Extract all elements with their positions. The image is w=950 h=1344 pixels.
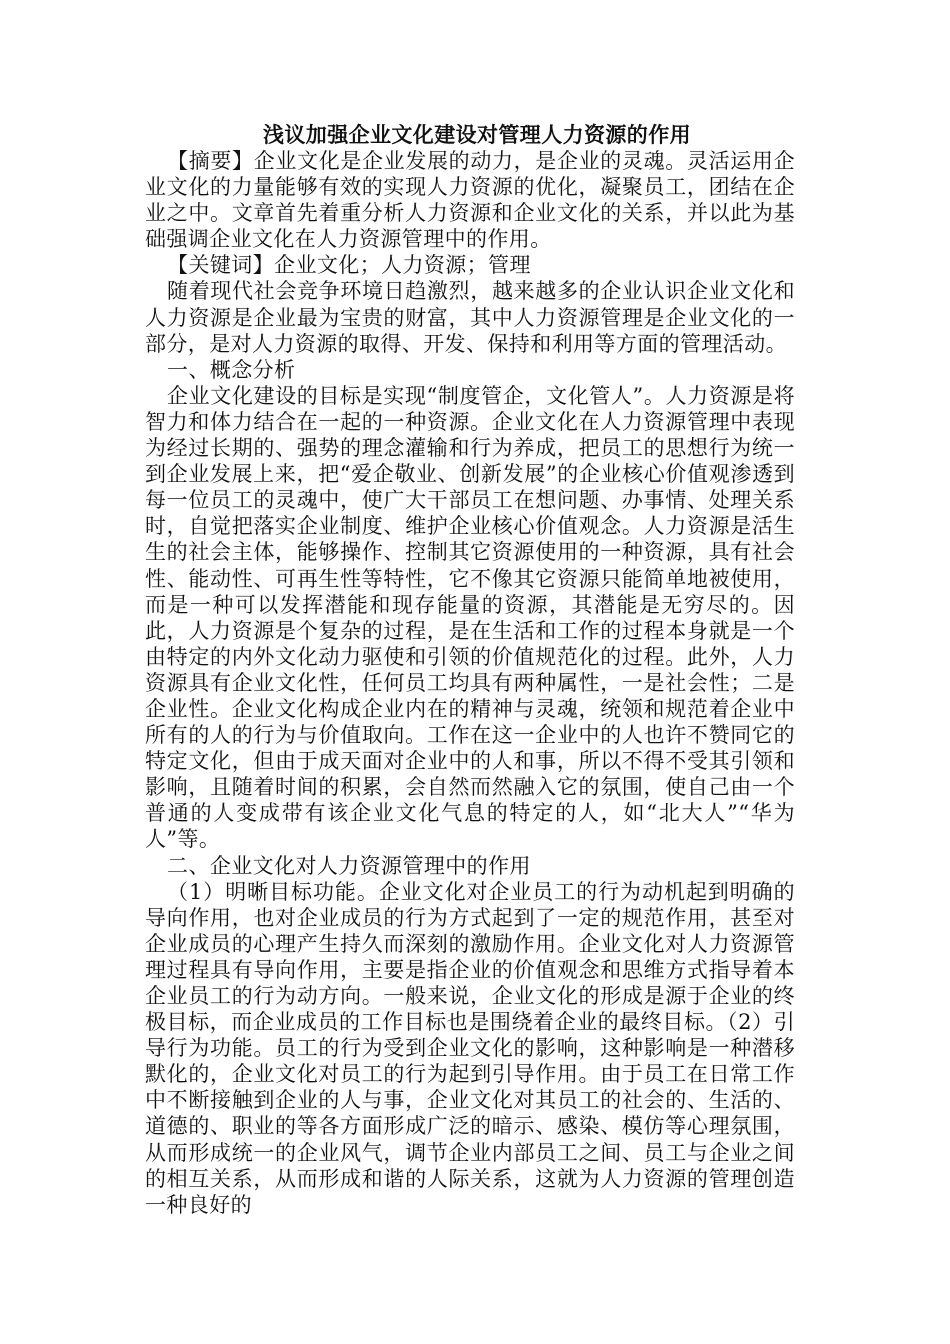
- section1-paragraph: 企业文化建设的目标是实现“制度管企，文化管人”。人力资源是将智力和体力结合在一起的一种资源。企业文化在人力资源管理中表现为经过长期的、强势的理念灌输和行为养成，把员工的思想行为统一到企业发展上来，把“爱企敬业、创新发展”的企业核心价值观渗透到每一位员工的灵魂中，使广大干部员工在想问题、办事情、处理关系时，自觉把落实企业制度、维护企业核心价值观念。人力资源是活生生的社会主体，能够操作、控制其它资源使用的一种资源，具有社会性、能动性、可再生性等特性，它不像其它资源只能简单地被使用，而是一种可以发挥潜能和现存能量的资源，其潜能是无穷尽的。因此，人力资源是个复杂的过程，是在生活和工作的过程本身就是一个由特定的内外文化动力驱使和引领的价值规范化的过程。此外，人力资源具有企业文化性，任何员工均具有两种属性，一是社会性；二是企业性。企业文化构成企业内在的精神与灵魂，统领和规范着企业中所有的人的行为与价值取向。工作在这一企业中的人也许不赞同它的特定文化，但由于成天面对企业中的人和事，所以不得不受其引领和影响，且随着时间的积累，会自然而然融入它的氛围，使自己由一个普通的人变成带有该企业文化气息的特定的人，如“北大人”“华为人”等。: [145, 383, 795, 852]
- section2-heading: 二、企业文化对人力资源管理中的作用: [167, 853, 531, 878]
- abstract-text: 企业文化是企业发展的动力，是企业的灵魂。灵活运用企业文化的力量能够有效的实现人力资源的优化，凝聚员工，团结在企业之中。文章首先着重分析人力资源和企业文化的关系，并以此为基础强调企业文化在人力资源管理中的作用。: [145, 149, 795, 252]
- section2-paragraph: （1）明晰目标功能。企业文化对企业员工的行为动机起到明确的导向作用，也对企业成员的行为方式起到了一定的规范作用，甚至对企业成员的心理产生持久而深刻的激励作用。企业文化对人力资源管理过程具有导向作用，主要是指企业的价值观念和思维方式指导着本企业员工的行为动方向。一般来说，企业文化的形成是源于企业的终极目标，而企业成员的工作目标也是围绕着企业的最终目标。（2）引导行为功能。员工的行为受到企业文化的影响，这种影响是一种潜移默化的，企业文化对员工的行为起到引导作用。由于员工在日常工作中不断接触到企业的人与事，企业文化对其员工的社会的、生活的、道德的、职业的等各方面形成广泛的暗示、感染、模仿等心理氛围，从而形成统一的企业风气，调节企业内部员工之间、员工与企业之间的相互关系，从而形成和谐的人际关系，这就为人力资源的管理创造一种良好的: [145, 879, 795, 1217]
- intro-paragraph: 随着现代社会竞争环境日趋激烈，越来越多的企业认识企业文化和人力资源是企业最为宝贵的财富，其中人力资源管理是企业文化的一部分，是对人力资源的取得、开发、保持和利用等方面的管理活动。: [145, 279, 795, 356]
- section1-heading: 一、概念分析: [167, 357, 296, 382]
- abstract-label: 【摘要】: [167, 149, 254, 173]
- document-title: 浅议加强企业文化建设对管理人力资源的作用: [263, 122, 691, 147]
- keywords-label: 【关键词】: [167, 253, 275, 278]
- keywords-text: 企业文化；人力资源；管理: [274, 253, 531, 278]
- document-body: [145, 122, 795, 1218]
- keywords-paragraph: [145, 252, 795, 278]
- abstract-paragraph: [145, 148, 795, 252]
